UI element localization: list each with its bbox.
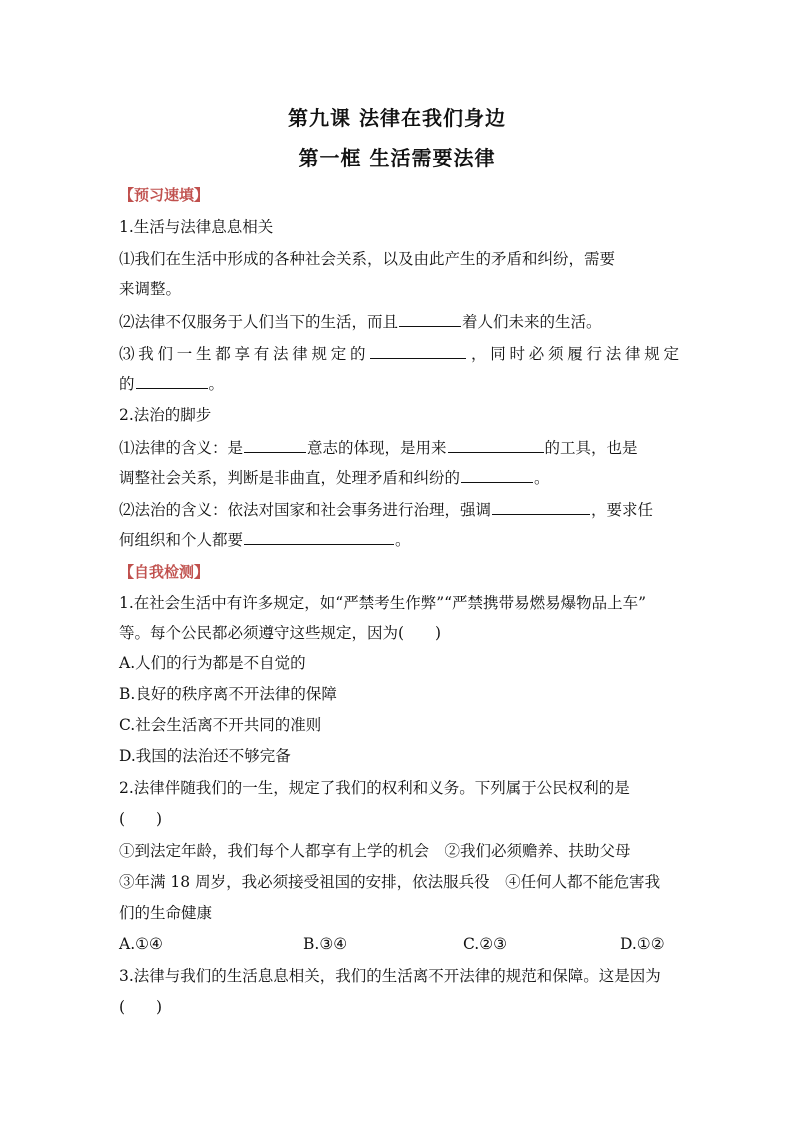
- preview-item1-2: [119, 310, 679, 333]
- preview-item2-2-text-b: ，要求任: [591, 501, 654, 519]
- q1-option-d: D.我国的法治还不够完备: [119, 747, 291, 765]
- preview-item1-3-text-b: ，同时必须履行法律规定: [467, 345, 679, 363]
- q3-line2: ( ): [119, 998, 163, 1016]
- q1-option-b: B.良好的秩序离不开法律的保障: [119, 685, 337, 703]
- preview-item1-3-line2: [119, 372, 679, 395]
- preview-item1-3-line1: [119, 342, 679, 365]
- preview-item2-1-text-d: 调整社会关系，判断是非曲直，处理矛盾和纠纷的: [119, 469, 461, 487]
- preview-item2-2-line1: [119, 498, 679, 521]
- fill-blank[interactable]: [492, 498, 590, 515]
- q1-line1: 1.在社会生活中有许多规定，如“严禁考生作弊”“严禁携带易燃易爆物品上车”: [119, 594, 646, 612]
- preview-item2-1-line2: [119, 466, 679, 489]
- q2-line3: ①到法定年龄，我们每个人都享有上学的机会 ②我们必须赡养、扶助父母: [119, 842, 631, 860]
- q2-option-c: C.②③: [463, 935, 508, 953]
- preview-item2-title: 2.法治的脚步: [119, 406, 212, 424]
- preview-item1-3-text-a: ⑶我们一生都享有法律规定的: [119, 345, 370, 363]
- preview-item2-2-text-c: 何组织和个人都要: [119, 531, 244, 549]
- q2-option-a: A.①④: [119, 935, 163, 953]
- preview-item1-title: 1.生活与法律息息相关: [119, 218, 274, 236]
- fill-blank[interactable]: [461, 466, 533, 483]
- preview-item1-1-line1: ⑴我们在生活中形成的各种社会关系，以及由此产生的矛盾和纠纷，需要: [119, 250, 616, 268]
- q1-option-a: A.人们的行为都是不自觉的: [119, 654, 306, 672]
- fill-blank[interactable]: [370, 342, 466, 359]
- q1-option-c: C.社会生活离不开共同的准则: [119, 716, 322, 734]
- preview-item1-1-line2: [119, 278, 679, 300]
- section-title: 第一框 生活需要法律: [298, 146, 496, 170]
- lesson-title: 第九课 法律在我们身边: [288, 106, 506, 130]
- preview-item1-2-text-a: ⑵法律不仅服务于人们当下的生活，而且: [119, 313, 399, 331]
- q2-line2: ( ): [119, 810, 163, 828]
- preview-item2-1-text-e: 。: [534, 469, 550, 487]
- preview-item1-3-text-c: 的: [119, 375, 135, 393]
- fill-blank[interactable]: [448, 436, 544, 453]
- q2-line1: 2.法律伴随我们的一生，规定了我们的权利和义务。下列属于公民权利的是: [119, 779, 630, 797]
- preview-item2-2-text-a: ⑵法治的含义：依法对国家和社会事务进行治理，强调: [119, 501, 492, 519]
- q2-option-d: D.①②: [620, 935, 665, 953]
- fill-blank[interactable]: [244, 528, 394, 545]
- q2-line4: ③年满 18 周岁，我必须接受祖国的安排，依法服兵役 ④任何人都不能危害我: [119, 873, 661, 891]
- preview-item2-1-text-c: 的工具，也是: [544, 439, 638, 457]
- preview-item1-1-text: 来调整。: [119, 280, 182, 298]
- preview-heading: 【预习速填】: [119, 186, 210, 204]
- preview-item1-2-text-b: 着人们未来的生活。: [462, 313, 602, 331]
- fill-blank[interactable]: [399, 310, 461, 327]
- q1-line2: 等。每个公民都必须遵守这些规定，因为( ): [119, 624, 442, 642]
- q3-line1: 3.法律与我们的生活息息相关，我们的生活离不开法律的规范和保障。这是因为: [119, 967, 661, 985]
- fill-blank[interactable]: [244, 436, 306, 453]
- preview-item1-3-text-d: 。: [208, 375, 225, 393]
- check-heading: 【自我检测】: [119, 563, 210, 581]
- preview-item2-2-text-d: 。: [395, 531, 411, 549]
- preview-item2-1-text-a: ⑴法律的含义：是: [119, 439, 244, 457]
- preview-item2-1-line1: [119, 436, 679, 459]
- preview-item2-1-text-b: 意志的体现，是用来: [307, 439, 447, 457]
- q2-option-b: B.③④: [303, 935, 348, 953]
- preview-item2-2-line2: [119, 528, 679, 551]
- fill-blank[interactable]: [136, 372, 208, 389]
- q2-line5: 们的生命健康: [119, 904, 213, 922]
